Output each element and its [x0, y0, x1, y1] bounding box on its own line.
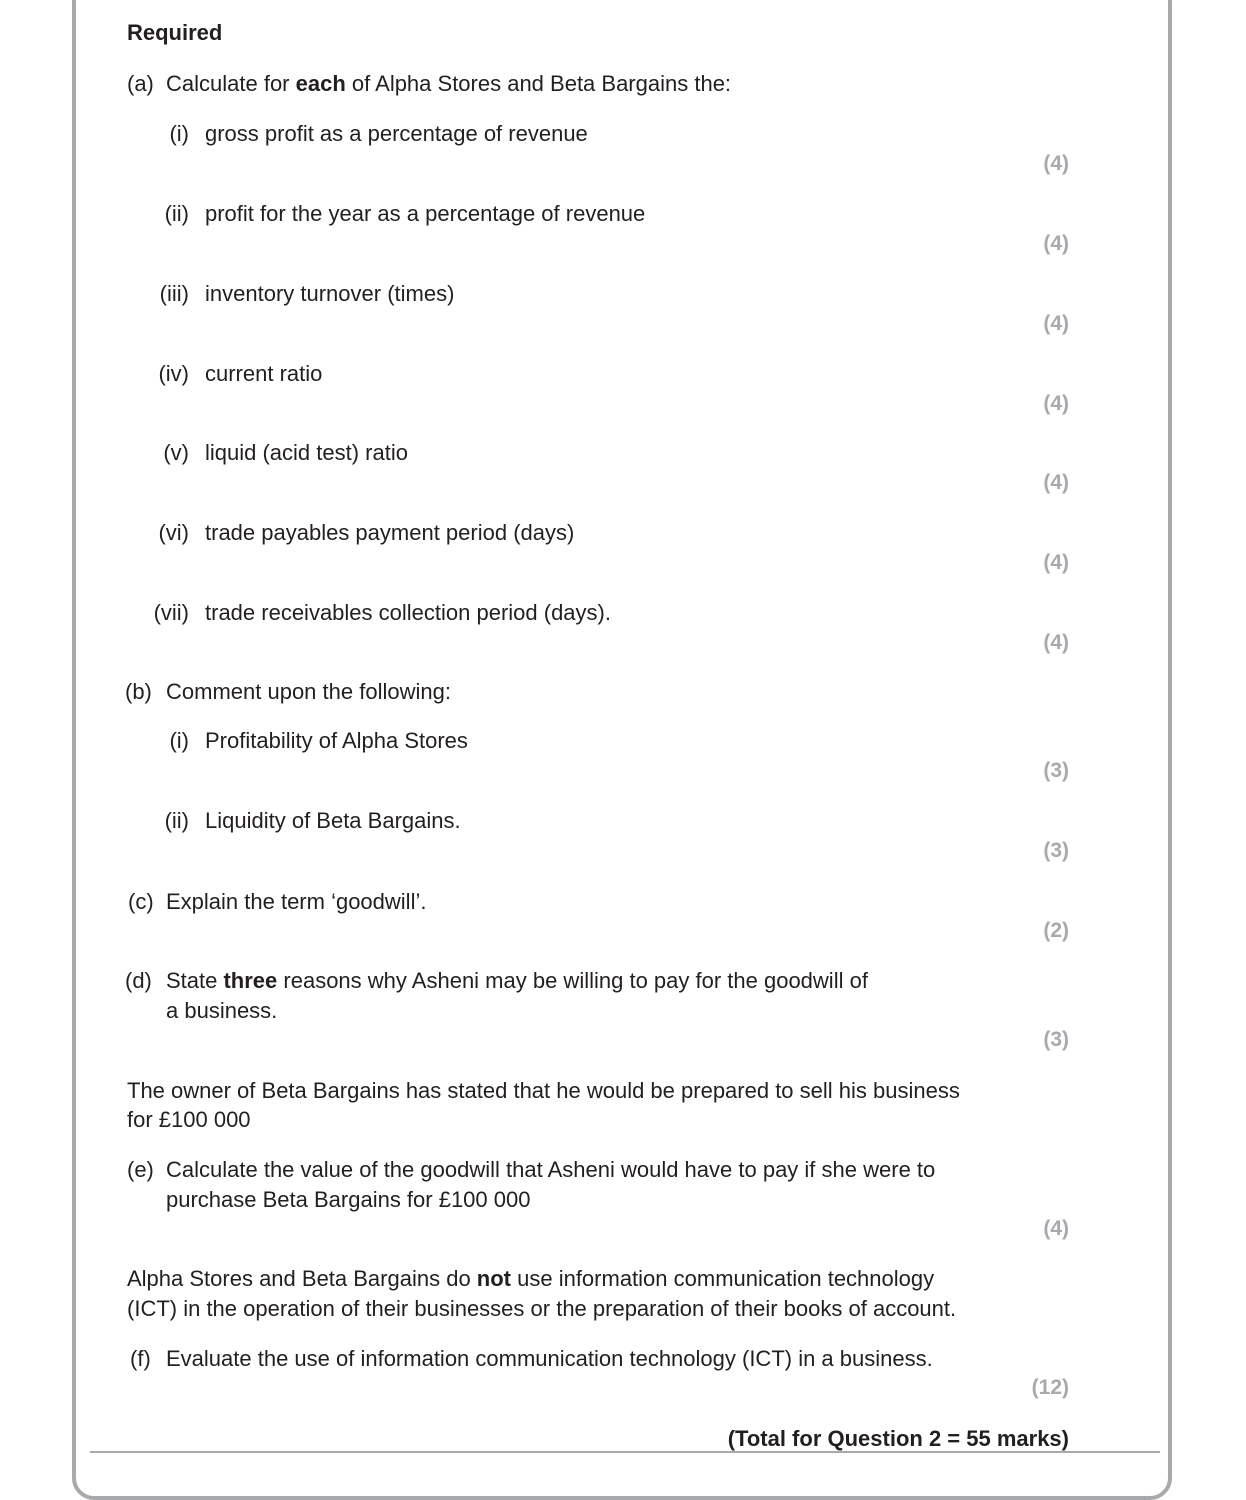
- sub-item-text: Profitability of Alpha Stores: [205, 728, 468, 753]
- text-span: Calculate for: [166, 71, 296, 96]
- item-text: Comment upon the following:: [166, 679, 451, 704]
- sub-item-text: profit for the year as a percentage of revenue: [205, 201, 646, 226]
- sub-item-label: (vii): [153, 600, 189, 625]
- item-text: [166, 968, 868, 994]
- sub-item-text: current ratio: [205, 361, 323, 386]
- marks: (4): [1043, 232, 1069, 255]
- marks: (3): [1043, 839, 1069, 862]
- paragraph: for £100 000: [127, 1107, 251, 1132]
- item-label: (c): [128, 889, 154, 914]
- text-span: State: [166, 968, 224, 993]
- bold-text: each: [295, 71, 346, 96]
- sub-item-text: liquid (acid test) ratio: [205, 440, 408, 465]
- marks: (4): [1043, 471, 1069, 494]
- marks: (3): [1043, 759, 1069, 782]
- marks: (4): [1043, 551, 1069, 574]
- text-span: of Alpha Stores and Beta Bargains the:: [345, 71, 732, 96]
- sub-item-label: (ii): [164, 201, 189, 226]
- text-span: Alpha Stores and Beta Bargains do: [127, 1266, 477, 1291]
- sub-item-label: (ii): [164, 808, 189, 833]
- bold-text: not: [476, 1266, 511, 1291]
- paragraph: The owner of Beta Bargains has stated that he would be prepared to sell his business: [127, 1078, 960, 1103]
- sub-item-text: gross profit as a percentage of revenue: [205, 121, 588, 146]
- marks: (4): [1043, 631, 1069, 654]
- item-text: purchase Beta Bargains for £100 000: [166, 1187, 531, 1212]
- sub-item-label: (iii): [159, 281, 189, 306]
- marks: (2): [1043, 919, 1069, 942]
- marks: (4): [1043, 152, 1069, 175]
- marks: (4): [1043, 312, 1069, 335]
- item-text: Explain the term ‘goodwill’.: [166, 889, 427, 914]
- paragraph: [127, 1266, 934, 1292]
- sub-item-label: (v): [163, 440, 189, 465]
- total-marks: (Total for Question 2 = 55 marks): [727, 1426, 1069, 1451]
- sub-item-text: trade receivables collection period (days).: [205, 600, 611, 625]
- item-text: a business.: [166, 998, 278, 1023]
- sub-item-text: Liquidity of Beta Bargains.: [205, 808, 461, 833]
- sub-item-text: inventory turnover (times): [205, 281, 455, 306]
- sub-item-text: trade payables payment period (days): [205, 520, 575, 545]
- marks: (4): [1043, 392, 1069, 415]
- paragraph: (ICT) in the operation of their businesses or the preparation of their books of account.: [127, 1296, 957, 1321]
- sub-item-label: (iv): [158, 361, 189, 386]
- text-span: reasons why Asheni may be willing to pay for the goodwill of: [277, 968, 868, 993]
- item-label: (a): [127, 71, 154, 96]
- marks: (3): [1043, 1028, 1069, 1051]
- text-span: use information communication technology: [511, 1266, 935, 1291]
- item-text: Evaluate the use of information communication technology (ICT) in a business.: [166, 1346, 933, 1371]
- heading-required: Required: [127, 20, 223, 45]
- sub-item-label: (i): [169, 121, 189, 146]
- bold-text: three: [223, 968, 278, 993]
- item-label: (d): [125, 968, 152, 993]
- item-text: Calculate the value of the goodwill that Asheni would have to pay if she were to: [166, 1157, 936, 1182]
- item-label: (b): [125, 679, 152, 704]
- item-text: [166, 71, 731, 97]
- marks: (12): [1031, 1376, 1069, 1399]
- marks: (4): [1043, 1217, 1069, 1240]
- sub-item-label: (i): [169, 728, 189, 753]
- sub-item-label: (vi): [158, 520, 189, 545]
- item-label: (e): [127, 1157, 154, 1182]
- item-label: (f): [130, 1346, 151, 1371]
